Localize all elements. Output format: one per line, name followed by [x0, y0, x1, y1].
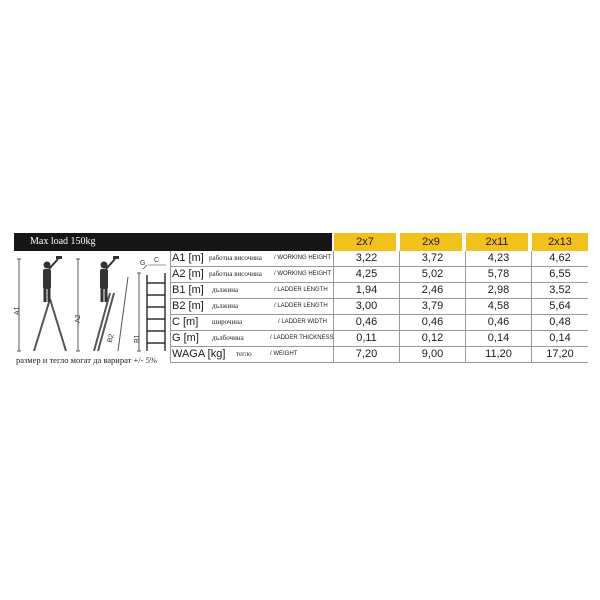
- value-2x13: 6,55: [549, 268, 571, 280]
- value-2x11: 4,58: [487, 300, 510, 312]
- value-2x7: 0,11: [356, 332, 377, 344]
- value-2x7: 7,20: [355, 348, 378, 360]
- row-code: A2 [m]: [172, 268, 204, 280]
- value-2x7: 0,46: [355, 316, 378, 328]
- table-row-g: [170, 331, 588, 347]
- row-label-en: / LADDER LENGTH: [274, 287, 328, 293]
- row-label-bg: тегло: [236, 350, 252, 358]
- row-label-en: / WEIGHT: [270, 351, 298, 357]
- dim-label-a2: A2: [75, 314, 82, 323]
- dim-label-g: G: [140, 260, 146, 267]
- size-header-2x7: 2x7: [334, 233, 396, 251]
- value-2x9: 0,12: [421, 332, 444, 344]
- row-label-bg: дълбочина: [212, 334, 244, 342]
- dim-label-b1: B1: [134, 334, 141, 343]
- row-label-en: / WORKING HEIGHT: [274, 255, 331, 261]
- size-header-2x11: 2x11: [466, 233, 528, 251]
- table-row-b2: [170, 299, 588, 315]
- dim-label-a1: A1: [14, 306, 21, 315]
- tolerance-note: размер и тегло могат да варират +/- 5%: [16, 355, 157, 365]
- worker-silhouette-1: [43, 256, 62, 302]
- table-row-b1: [170, 283, 588, 299]
- row-code: B2 [m]: [172, 300, 204, 312]
- table-row-a1: [170, 251, 588, 267]
- ladder-section-figure: [137, 265, 166, 351]
- a-frame-ladder-figure: [17, 259, 66, 351]
- value-2x9: 3,72: [421, 252, 444, 264]
- row-label-bg: работна височина: [209, 270, 262, 278]
- value-2x13: 4,62: [549, 252, 571, 264]
- row-code: A1 [m]: [172, 252, 204, 264]
- value-2x9: 5,02: [421, 268, 444, 280]
- ladder-illustration: [14, 251, 170, 368]
- value-2x11: 11,20: [485, 348, 512, 360]
- value-2x13: 17,20: [546, 348, 574, 360]
- spec-table: [170, 251, 588, 363]
- row-label-bg: дължина: [212, 302, 239, 310]
- value-2x7: 3,22: [355, 252, 378, 264]
- value-2x9: 2,46: [421, 284, 444, 296]
- value-2x13: 0,48: [549, 316, 571, 328]
- row-code: C [m]: [172, 316, 199, 328]
- row-label-bg: работна височина: [209, 254, 262, 262]
- value-2x11: 5,78: [487, 268, 510, 280]
- ladder-diagram: [14, 251, 170, 368]
- row-code: WAGA [kg]: [172, 348, 226, 360]
- table-row-c: [170, 315, 588, 331]
- row-label-en: / LADDER LENGTH: [274, 303, 328, 309]
- value-2x13: 3,52: [549, 284, 571, 296]
- table-row-weight: [170, 347, 588, 363]
- value-2x13: 0,14: [549, 332, 571, 344]
- value-2x9: 3,79: [421, 300, 444, 312]
- row-label-en: / WORKING HEIGHT: [274, 271, 331, 277]
- value-2x7: 3,00: [355, 300, 378, 312]
- value-2x13: 5,64: [549, 300, 571, 312]
- value-2x11: 0,14: [487, 332, 510, 344]
- value-2x11: 2,98: [487, 284, 510, 296]
- value-2x9: 9,00: [421, 348, 444, 360]
- row-label-en: / LADDER THICKNESS: [270, 335, 334, 341]
- spec-sheet: [14, 233, 588, 368]
- header-bar: [14, 233, 332, 251]
- dim-label-b2: B2: [106, 333, 116, 344]
- row-label-en: / LADDER WIDTH: [278, 319, 328, 325]
- value-2x11: 0,46: [487, 316, 510, 328]
- max-load-label: Max load 150kg: [30, 236, 96, 247]
- value-2x7: 1,94: [355, 284, 378, 296]
- size-header-2x13: 2x13: [532, 233, 588, 251]
- size-header-2x9: 2x9: [400, 233, 462, 251]
- row-label-bg: дължина: [212, 286, 239, 294]
- row-code: G [m]: [172, 332, 199, 344]
- dim-label-c: C: [154, 257, 160, 264]
- value-2x11: 4,23: [487, 252, 510, 264]
- row-label-bg: широчина: [212, 318, 243, 326]
- row-code: B1 [m]: [172, 284, 204, 296]
- value-2x7: 4,25: [355, 268, 378, 280]
- table-row-a2: [170, 267, 588, 283]
- value-2x9: 0,46: [421, 316, 444, 328]
